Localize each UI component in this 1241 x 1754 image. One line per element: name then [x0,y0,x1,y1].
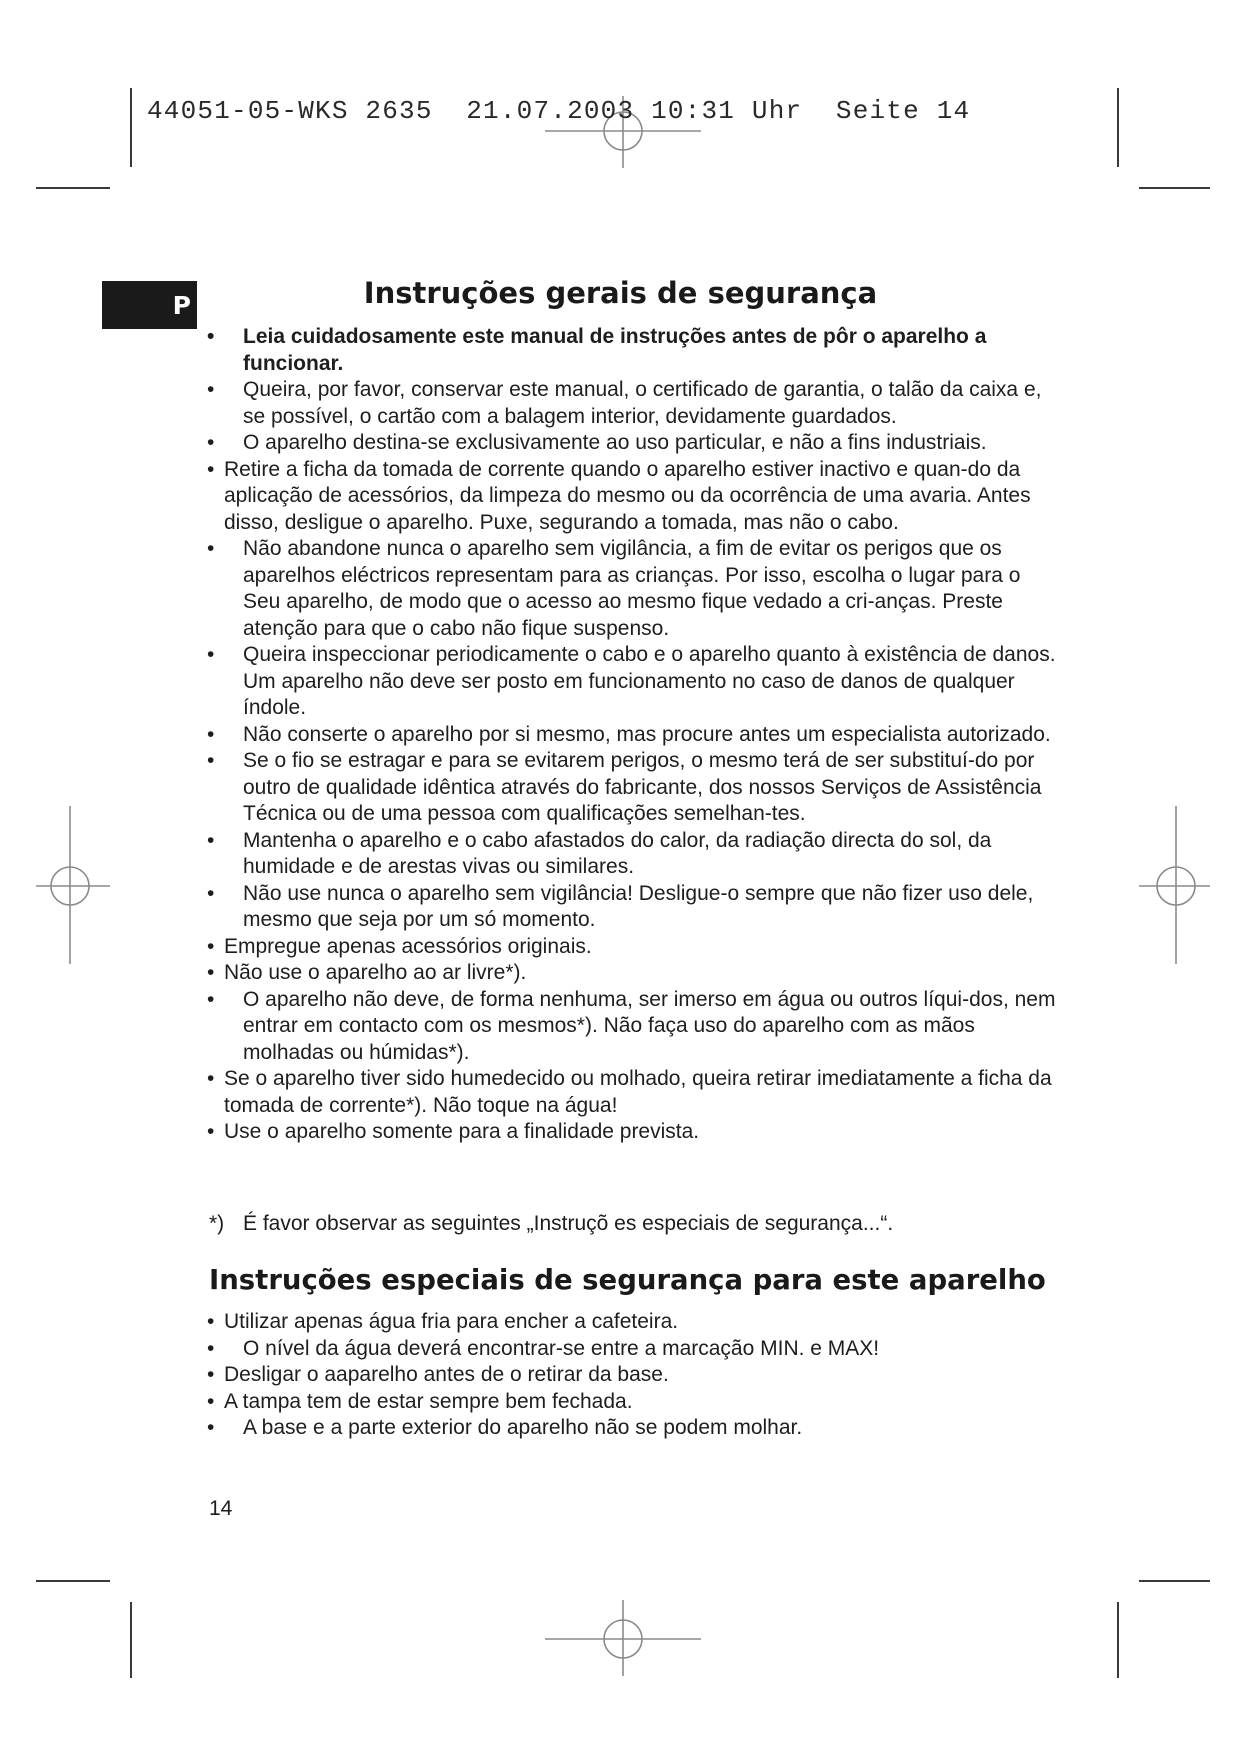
list-item [207,934,1057,961]
list-item-text: Desligar o aaparelho antes de o retirar da base. [224,1363,669,1386]
list-item: • Não abandone nunca o aparelho sem vigilância, a fim de evitar os perigos que os aparelhos eléctricos representam para as crianças. Por isso, escolha o lugar para o Seu aparelho, de modo que o acesso ao mesmo fique vedado a cri-anças. Preste atenção para que o cabo não fique suspenso. [207,536,1057,642]
list-item: • Não use nunca o aparelho sem vigilância! Desligue-o sempre que não fizer uso dele, mesmo que seja por um só momento. [207,881,1057,934]
footnote-text: É favor observar as seguintes „Instruçõ es especiais de segurança...“. [243,1212,894,1235]
list-item: • O nível da água deverá encontrar-se entre a marcação MIN. e MAX! [207,1336,1057,1363]
general-safety-list [207,324,1057,1146]
language-tab: P [102,281,197,329]
list-item-text: A tampa tem de estar sempre bem fechada. [224,1389,633,1413]
list-item: • Leia cuidadosamente este manual de instruções antes de pôr o aparelho a funcionar. [207,324,1057,377]
registration-mark-bottom [545,1600,701,1676]
list-item: • A base e a parte exterior do aparelho não se podem molhar. [207,1415,1057,1442]
list-item [207,1309,1057,1336]
list-item-text: Não use o aparelho ao ar livre*). [224,961,527,984]
list-item: • Se o fio se estragar e para se evitarem perigos, o mesmo terá de ser substituí-do por outro de qualidade idêntica através do fabricante, dos nossos Serviços de Assistência Técnica ou de uma pessoa com qualificações semelhan-tes. [207,748,1057,828]
list-item: • Queira inspeccionar periodicamente o cabo e o aparelho quanto à existência de danos. Um aparelho não deve ser posto em funcionamento no caso de danos de qualquer índole. [207,642,1057,722]
list-item-text: Retire a ficha da tomada de corrente quando o aparelho estiver inactivo e quan-do da aplicação de acessórios, da limpeza do mesmo ou da ocorrência de uma avaria. Antes disso, desligue o aparelho. Puxe, segurando a tomada, mas não o cabo. [224,457,1031,534]
list-item-text: Empregue apenas acessórios originais. [224,934,592,958]
special-safety-title: Instruções especiais de segurança para este aparelho [209,1264,1046,1296]
footnote-mark: *) [209,1212,225,1235]
registration-mark-left [36,806,110,964]
list-item: • Queira, por favor, conservar este manual, o certificado de garantia, o talão da caixa e, se possível, o cartão com a balagem interior, devidamente guardados. [207,377,1057,430]
list-item [207,1066,1057,1119]
list-item [207,1119,1057,1146]
list-item [207,1362,1057,1389]
list-item: • O aparelho não deve, de forma nenhuma, ser imerso em água ou outros líqui-dos, nem entrar em contacto com os mesmos*). Não faça uso do aparelho com as mãos molhadas ou húmidas*). [207,987,1057,1067]
list-item [207,457,1057,537]
page-number: 14 [209,1497,233,1520]
list-item: • Não conserte o aparelho por si mesmo, mas procure antes um especialista autorizado. [207,722,1057,749]
list-item: • O aparelho destina-se exclusivamente ao uso particular, e não a fins industriais. [207,430,1057,457]
registration-mark-right [1139,806,1210,964]
special-safety-list [207,1309,1057,1442]
footnote [209,1211,893,1237]
print-slug-header: 44051-05-WKS 2635 21.07.2003 10:31 Uhr Seite 14 [147,96,971,126]
list-item-text: Utilizar apenas água fria para encher a cafeteira. [224,1310,679,1333]
list-item [207,1389,1057,1416]
list-item-text: Use o aparelho somente para a finalidade prevista. [224,1120,700,1143]
list-item: • Mantenha o aparelho e o cabo afastados do calor, da radiação directa do sol, da humidade e de arestas vivas ou similares. [207,828,1057,881]
general-safety-title: Instruções gerais de segurança [363,276,878,310]
list-item [207,960,1057,987]
list-item-text: Se o aparelho tiver sido humedecido ou molhado, queira retirar imediatamente a ficha da tomada de corrente*). Não toque na água! [224,1067,1052,1117]
